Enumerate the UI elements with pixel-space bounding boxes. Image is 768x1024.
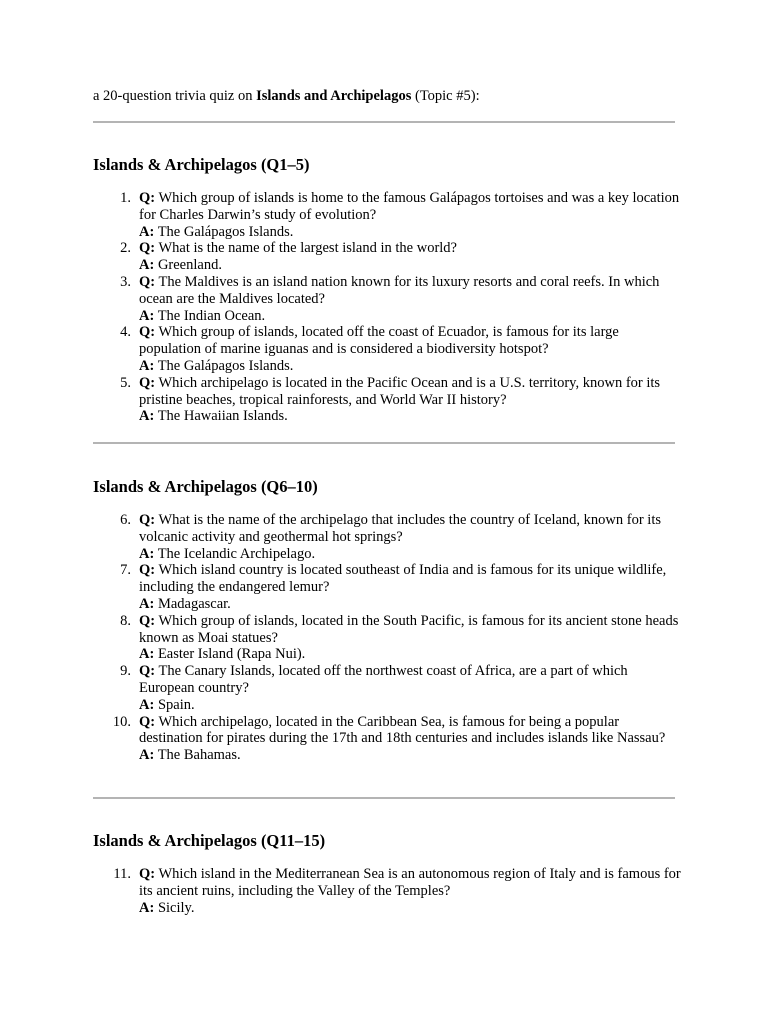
answer-line [139, 697, 683, 714]
intro-suffix: (Topic #5): [411, 88, 480, 104]
question-line [139, 613, 683, 647]
question-number: 6. [120, 512, 131, 528]
answer-label: A: [139, 899, 155, 916]
question-label: Q: [139, 562, 156, 579]
answer-text: The Galápagos Islands. [157, 223, 294, 240]
list-item [93, 663, 683, 713]
list-item [93, 190, 683, 240]
answer-line [139, 747, 683, 764]
answer-label: A: [139, 307, 155, 324]
question-line [139, 375, 683, 409]
question-text: Which island country is located southeast of India and is famous for its unique wildlife, including the endangered lemur? [139, 562, 667, 596]
list-item [93, 562, 683, 612]
answer-line [139, 596, 683, 613]
question-label: Q: [139, 612, 156, 629]
question-number: 3. [120, 273, 131, 290]
answer-line [139, 308, 683, 325]
section-heading: Islands & Archipelagos (Q11–15) [93, 831, 326, 850]
question-line [139, 866, 683, 900]
question-list [93, 866, 683, 916]
question-line [139, 324, 683, 358]
answer-line [139, 358, 683, 375]
horizontal-rule [93, 797, 675, 799]
list-item [93, 240, 683, 274]
question-text: Which archipelago, located in the Caribbean Sea, is famous for being a popular destination for pirates during the 17th and 18th centuries and includes islands like Nassau? [139, 713, 666, 747]
question-text: Which group of islands, located in the South Pacific, is famous for its ancient stone heads known as Moai statues? [139, 612, 679, 646]
question-line [139, 190, 683, 224]
intro-line [93, 88, 480, 105]
answer-text: The Indian Ocean. [157, 307, 266, 324]
question-label: Q: [139, 663, 156, 680]
list-item [93, 375, 683, 425]
question-line [139, 274, 683, 308]
question-number: 10. [112, 713, 131, 730]
answer-text: Madagascar. [157, 595, 231, 612]
answer-line [139, 257, 683, 274]
question-number: 11. [113, 866, 131, 882]
answer-label: A: [139, 545, 155, 562]
answer-text: Sicily. [157, 899, 195, 916]
answer-label: A: [139, 595, 155, 612]
answer-text: The Bahamas. [157, 747, 241, 764]
answer-label: A: [139, 357, 155, 374]
question-label: Q: [139, 713, 156, 730]
question-text: Which group of islands, located off the coast of Ecuador, is famous for its large population of marine iguanas and is considered a biodiversity hotspot? [139, 324, 619, 358]
question-number: 5. [120, 374, 131, 391]
question-line [139, 240, 683, 257]
question-text: Which island in the Mediterranean Sea is an autonomous region of Italy and is famous for its ancient ruins, including the Valley of the Temples? [139, 866, 681, 899]
question-number: 2. [120, 240, 131, 257]
answer-text: The Galápagos Islands. [157, 357, 294, 374]
question-label: Q: [139, 512, 156, 528]
list-item [93, 613, 683, 663]
question-text: What is the name of the archipelago that includes the country of Iceland, known for its volcanic activity and geothermal hot springs? [139, 512, 661, 545]
answer-label: A: [139, 257, 155, 274]
question-label: Q: [139, 240, 156, 257]
answer-label: A: [139, 747, 155, 764]
question-number: 4. [120, 324, 131, 341]
list-item [93, 866, 683, 916]
question-line [139, 663, 683, 697]
question-list [93, 190, 683, 425]
question-text: The Maldives is an island nation known for its luxury resorts and coral reefs. In which ocean are the Maldives located? [139, 273, 660, 307]
question-number: 8. [120, 612, 131, 629]
intro-prefix: a 20-question trivia quiz on [93, 88, 257, 104]
answer-label: A: [139, 408, 155, 425]
question-label: Q: [139, 374, 156, 391]
list-item [93, 324, 683, 374]
question-label: Q: [139, 190, 156, 206]
question-number: 7. [120, 562, 131, 579]
answer-label: A: [139, 646, 155, 663]
question-text: The Canary Islands, located off the northwest coast of Africa, are a part of which European country? [139, 663, 628, 696]
list-item [93, 274, 683, 324]
answer-text: Spain. [157, 696, 195, 713]
answer-line [139, 646, 683, 663]
question-number: 9. [120, 663, 131, 680]
answer-text: The Hawaiian Islands. [157, 408, 288, 425]
list-item [93, 714, 683, 764]
horizontal-rule [93, 121, 675, 123]
question-text: What is the name of the largest island in the world? [158, 240, 457, 257]
answer-label: A: [139, 223, 155, 240]
question-text: Which group of islands is home to the famous Galápagos tortoises and was a key location for Charles Darwin’s study of evolution? [139, 190, 680, 223]
question-line [139, 714, 683, 748]
answer-line [139, 900, 683, 917]
horizontal-rule [93, 442, 675, 444]
question-number: 1. [120, 190, 131, 206]
question-list [93, 512, 683, 764]
question-label: Q: [139, 324, 156, 341]
answer-text: The Icelandic Archipelago. [157, 545, 316, 562]
list-item [93, 512, 683, 562]
answer-line [139, 408, 683, 425]
intro-topic: Islands and Archipelagos [256, 88, 412, 104]
question-label: Q: [139, 866, 156, 882]
question-line [139, 512, 683, 546]
question-line [139, 562, 683, 596]
section-heading: Islands & Archipelagos (Q1–5) [93, 155, 310, 174]
answer-line [139, 224, 683, 241]
answer-label: A: [139, 696, 155, 713]
answer-line [139, 546, 683, 563]
section-heading: Islands & Archipelagos (Q6–10) [93, 477, 318, 496]
question-text: Which archipelago is located in the Pacific Ocean and is a U.S. territory, known for its pristine beaches, tropical rainforests, and World War II history? [139, 374, 661, 408]
question-label: Q: [139, 273, 156, 290]
answer-text: Greenland. [157, 257, 222, 274]
answer-text: Easter Island (Rapa Nui). [157, 646, 306, 663]
